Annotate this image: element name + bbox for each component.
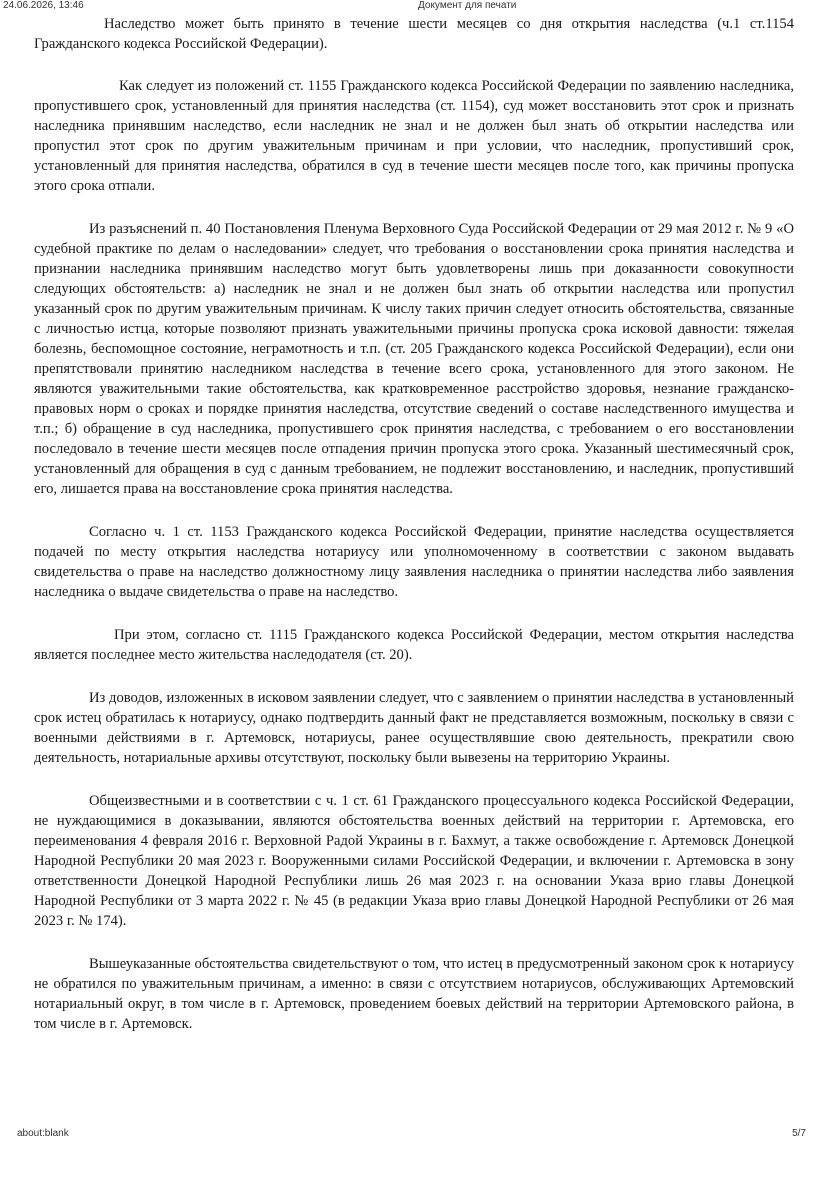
document-body (34, 14, 794, 1057)
paragraph-article-1155: Как следует из положений ст. 1155 Гражданского кодекса Российской Федерации по заявлению наследника, пропустившего срок, установленный для принятия наследства (ст. 1154), суд может восстановить этот срок и признать наследника принявшим наследство, если наследник не знал и не должен был знать об открытии наследства или пропустил этот срок по другим уважительным причинам и при условии, что наследник, пропустивший срок, установленный для принятия наследства, обратился в суд в течение шести месяцев после того, как причины пропуска этого срока отпали. (34, 78, 794, 194)
print-url: about:blank (17, 1128, 69, 1139)
print-header (0, 0, 823, 14)
print-footer (0, 1128, 823, 1142)
paragraph-claim-arguments: Из доводов, изложенных в исковом заявлении следует, что с заявлением о принятии наследства в установленный срок истец обратилась к нотариусу, однако подтвердить данный факт не представляется возможным, поскольку в связи с военными действиями в г. Артемовск, нотариусы, ранее осуществлявшие свою деятельность, прекратили свою деятельность, нотариальные архивы отсутствуют, поскольку были вывезены на территорию Украины. (34, 690, 794, 766)
page-number: 5/7 (792, 1128, 806, 1139)
print-datetime: 24.06.2026, 13:46 (3, 0, 84, 11)
paragraph-conclusion: Вышеуказанные обстоятельства свидетельствуют о том, что истец в предусмотренный законом срок к нотариусу не обратился по уважительным причинам, а именно: в связи с отсутствием нотариусов, обслуживающих Артемовский нотариальный округ, в том числе в г. Артемовск, проведением боевых действий на территории Артемовского района, в том числе в г. Артемовск. (34, 956, 794, 1032)
paragraph-article-1153: Согласно ч. 1 ст. 1153 Гражданского кодекса Российской Федерации, принятие наследства осуществляется подачей по месту открытия наследства нотариусу или уполномоченному в соответствии с законом выдавать свидетельства о праве на наследство должностному лицу заявления наследника о принятии наследства либо заявления наследника о выдаче свидетельства о праве на наследство. (34, 524, 794, 600)
paragraph-article-1115: При этом, согласно ст. 1115 Гражданского кодекса Российской Федерации, местом открытия наследства является последнее место жительства наследодателя (ст. 20). (34, 627, 794, 663)
paragraph-plenum-clarification: Из разъяснений п. 40 Постановления Пленума Верховного Суда Российской Федерации от 29 мая 2012 г. № 9 «О судебной практике по делам о наследовании» следует, что требования о восстановлении срока принятия наследства и признании наследника принявшим наследство могут быть удовлетворены лишь при доказанности совокупности следующих обстоятельств: а) наследник не знал и не должен был знать об открытии наследства или пропустил указанный срок по другим уважительным причинам. К числу таких причин следует относить обстоятельства, связанные с личностью истца, которые позволяют признать уважительными причины пропуска срока исковой давности: тяжелая болезнь, беспомощное состояние, неграмотность и т.п. (ст. 205 Гражданского кодекса Российской Федерации), если они препятствовали принятию наследником наследства в течение всего срока, установленного для этого законом. Не являются уважительными такие обстоятельства, как кратковременное расстройство здоровья, незнание гражданско-правовых норм о сроках и порядке принятия наследства, отсутствие сведений о составе наследственного имущества и т.п.; б) обращение в суд наследника, пропустившего срок принятия наследства, с требованием о его восстановлении последовало в течение шести месяцев после отпадения причин пропуска этого срока. Указанный шестимесячный срок, установленный для обращения в суд с данным требованием, не подлежит восстановлению, и наследник, пропустивший его, лишается права на восстановление срока принятия наследства. (34, 221, 794, 497)
paragraph-common-knowledge: Общеизвестными и в соответствии с ч. 1 ст. 61 Гражданского процессуального кодекса Российской Федерации, не нуждающимися в доказывании, являются обстоятельства военных действий на территории г. Артемовска, его переименования 4 февраля 2016 г. Верховной Радой Украины в г. Бахмут, а также освобождение г. Артемовск Донецкой Народной Республики 20 мая 2023 г. Вооруженными силами Российской Федерации, и включении г. Артемовска в зону ответственности Донецкой Народной Республики лишь 26 мая 2023 г. на основании Указа врио главы Донецкой Народной Республики от 3 марта 2022 г. № 45 (в редакции Указа врио главы Донецкой Народной Республики от 26 мая 2023 г. № 174). (34, 793, 794, 929)
print-document-title: Документ для печати (418, 0, 517, 11)
paragraph-inheritance-period: Наследство может быть принято в течение шести месяцев со дня открытия наследства (ч.1 ст.1154 Гражданского кодекса Российской Федерации). (34, 16, 794, 52)
